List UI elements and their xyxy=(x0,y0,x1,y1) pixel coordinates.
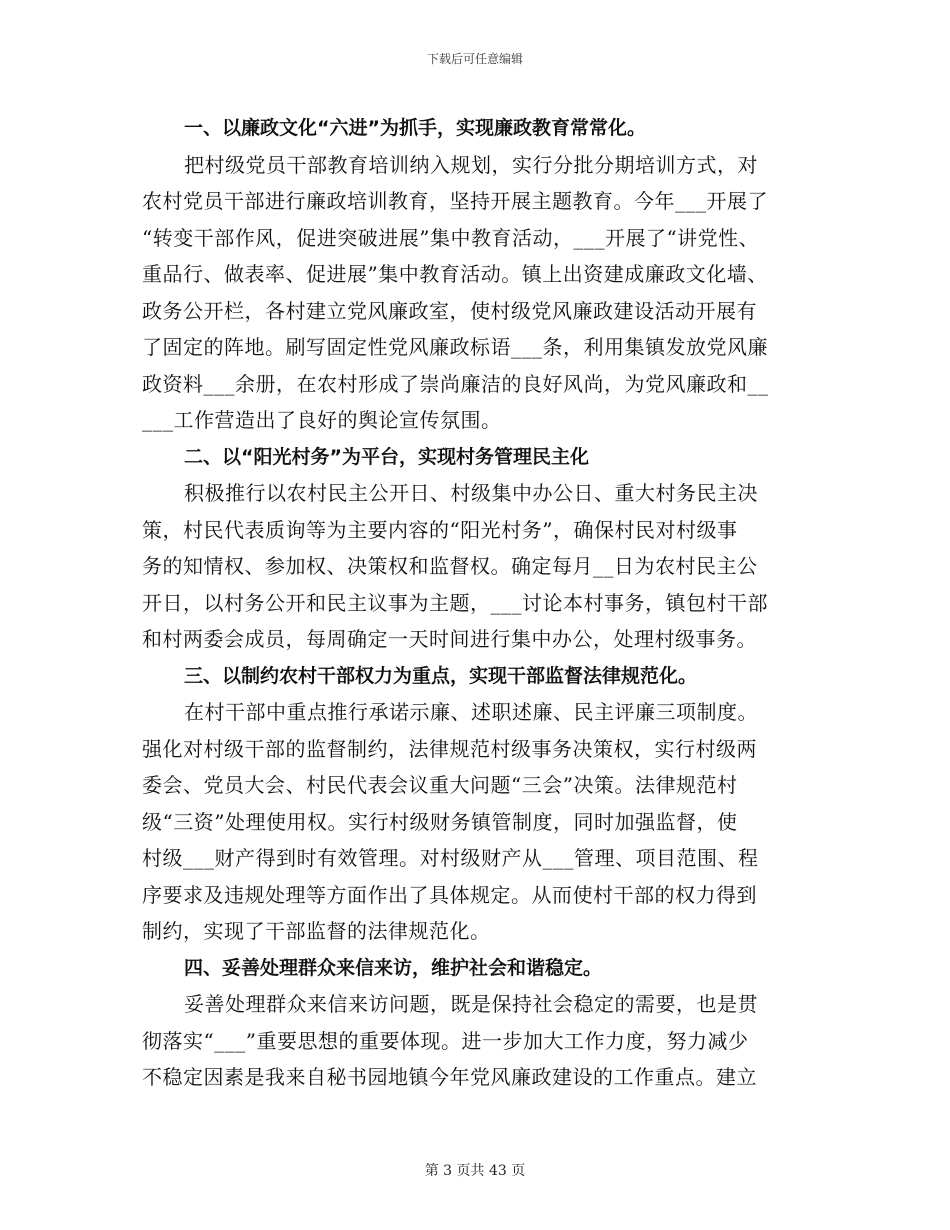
paragraph-line: ___工作营造出了良好的舆论宣传氛围。 xyxy=(142,408,502,432)
page-number-footer: 第 3 页共 43 页 xyxy=(424,1163,526,1179)
paragraph-line: 把村级党员干部教育培训纳入规划，实行分批分期培训方式，对 xyxy=(184,152,758,177)
paragraph-line: 不稳定因素是我来自秘书园地镇今年党风廉政建设的工作重点。建立 xyxy=(142,1065,757,1089)
paragraph-line: 委会、党员大会、村民代表会议重大问题“三会”决策。法律规范村 xyxy=(142,773,738,797)
section-heading: 三、以制约农村干部权力为重点，实现干部监督法律规范化。 xyxy=(184,664,698,687)
section-3 xyxy=(142,658,814,950)
section-4 xyxy=(142,950,814,1096)
section-1 xyxy=(142,110,814,439)
paragraph-line: 序要求及违规处理等方面作出了具体规定。从而使村干部的权力得到 xyxy=(142,882,757,907)
section-paragraph xyxy=(142,475,814,658)
header-note: 下载后可任意编辑 xyxy=(426,52,523,66)
paragraph-line: 农村党员干部进行廉政培训教育，坚持开展主题教育。今年___开展了 xyxy=(142,189,768,213)
paragraph-line: “转变干部作风，促进突破进展”集中教育活动，___开展了“讲党性、 xyxy=(142,225,760,250)
paragraph-line: 开日，以村务公开和民主议事为主题，___讨论本村事务，镇包村干部 xyxy=(142,590,768,615)
paragraph-line: 政资料___余册，在农村形成了崇尚廉洁的良好风尚，为党风廉政和__ xyxy=(142,371,769,396)
paragraph-line: 制约，实现了干部监督的法律规范化。 xyxy=(142,919,491,943)
paragraph-line: 和村两委会成员，每周确定一天时间进行集中办公，处理村级事务。 xyxy=(142,627,757,651)
paragraph-line: 级“三资”处理使用权。实行村级财务镇管制度，同时加强监督，使 xyxy=(142,809,738,834)
paragraph-line: 积极推行以农村民主公开日、村级集中办公日、重大村务民主决 xyxy=(184,481,758,505)
section-paragraph xyxy=(142,986,814,1096)
paragraph-line: 强化对村级干部的监督制约，法律规范村级事务决策权，实行村级两 xyxy=(142,736,757,761)
paragraph-line: 在村干部中重点推行承诺示廉、述职述廉、民主评廉三项制度。 xyxy=(184,700,758,724)
paragraph-line: 妥善处理群众来信来访问题，既是保持社会稳定的需要，也是贯 xyxy=(184,992,758,1016)
paragraph-line: 策，村民代表质询等为主要内容的“阳光村务”，确保村民对村级事 xyxy=(142,517,738,542)
paragraph-line: 政务公开栏，各村建立党风廉政室，使村级党风廉政建设活动开展有 xyxy=(142,298,757,323)
section-2 xyxy=(142,439,814,658)
section-paragraph xyxy=(142,694,814,950)
paragraph-line: 务的知情权、参加权、决策权和监督权。确定每月__日为农村民主公 xyxy=(142,554,758,578)
paragraph-line: 了固定的阵地。刷写固定性党风廉政标语___条，利用集镇发放党风廉 xyxy=(142,335,768,359)
section-paragraph xyxy=(142,147,814,439)
section-heading: 一、以廉政文化“六进”为抓手，实现廉政教育常常化。 xyxy=(184,117,646,139)
paragraph-line: 村级___财产得到时有效管理。对村级财产从___管理、项目范围、程 xyxy=(142,846,759,870)
section-heading: 四、妥善处理群众来信来访，维护社会和谐稳定。 xyxy=(184,956,603,979)
document-body xyxy=(142,110,814,1096)
paragraph-line: 彻落实“___”重要思想的重要体现。进一步加大工作力度，努力减少 xyxy=(142,1028,749,1053)
paragraph-line: 重品行、做表率、促进展”集中教育活动。镇上出资建成廉政文化墙、 xyxy=(142,262,768,286)
section-heading: 二、以“阳光村务”为平台，实现村务管理民主化 xyxy=(184,445,589,468)
